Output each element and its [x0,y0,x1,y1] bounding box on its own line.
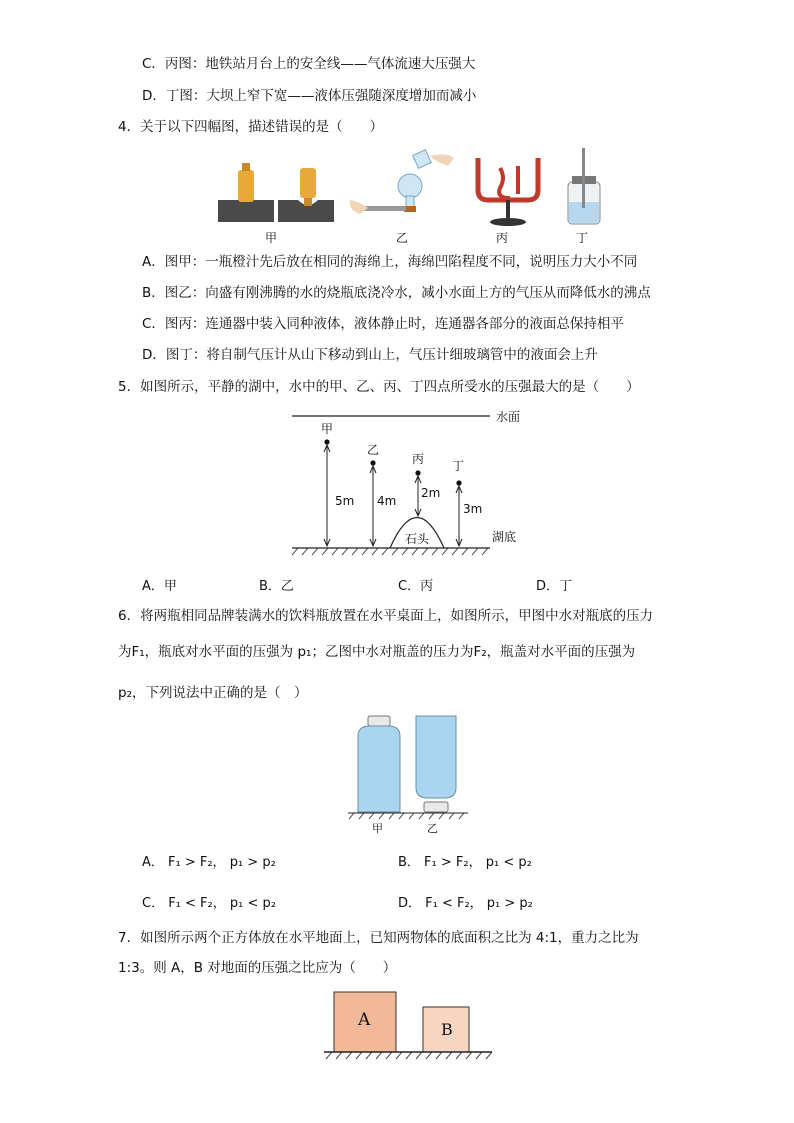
q7-stem-line1: 7．如图所示两个正方体放在水平地面上，已知两物体的底面积之比为 4:1，重力之比为 [118,930,639,946]
q5-option-c: C．丙 [398,579,434,594]
q3-option-c: C．丙图：地铁站月台上的安全线——气体流速大压强大 [142,56,476,72]
q6-figure [346,712,470,822]
q6-option-c: C． F₁ < F₂， p₁ < p₂ [142,896,276,911]
q5-stone-label: 石头 [405,532,430,546]
q5-water-surface-label: 水面 [496,410,521,424]
q5-option-b: B．乙 [259,579,294,594]
q5-depth-bing: 2m [421,486,441,500]
q7-stem-line2: 1:3。则 A，B 对地面的压强之比应为（ ） [118,960,397,976]
q6-option-b: B． F₁ > F₂， p₁ < p₂ [398,855,532,870]
q4-option-a: A．图甲：一瓶橙汁先后放在相同的海绵上，海绵凹陷程度不同，说明压力大小不同 [142,254,638,270]
q4-label-jia: 甲 [265,231,278,245]
q4-option-b: B．图乙：向盛有刚沸腾的水的烧瓶底浇冷水，减小水面上方的气压从而降低水的沸点 [142,285,651,301]
q6-option-d: D． F₁ < F₂， p₁ > p₂ [398,896,533,911]
q4-figure-yi [350,150,454,214]
q4-figure-jia [218,163,334,222]
q7-figure [322,988,494,1060]
q4-figure-bing [478,158,538,226]
q4-label-ding: 丁 [576,231,589,245]
q3-option-d: D．丁图：大坝上窄下宽——液体压强随深度增加而减小 [142,88,477,104]
q4-option-d: D．图丁：将自制气压计从山下移动到山上，气压计细玻璃管中的液面会上升 [142,347,598,363]
q5-point-yi: 乙 [367,443,380,457]
q4-figure-ding [568,148,600,224]
q4-label-bing: 丙 [496,231,509,245]
q6-label-yi: 乙 [427,822,438,835]
q6-stem-line2: 为F₁，瓶底对水平面的压强为 p₁；乙图中水对瓶盖的压力为F₂，瓶盖对水平面的压强为 [118,644,636,660]
q6-stem-line3: p₂，下列说法中正确的是（ ） [118,685,308,701]
q5-point-jia: 甲 [321,422,334,436]
q5-option-d: D．丁 [536,579,573,594]
q7-block-b-label: B [441,1020,453,1039]
q5-point-ding: 丁 [452,459,465,473]
q5-stem: 5．如图所示，平静的湖中，水中的甲、乙、丙、丁四点所受水的压强最大的是（ ） [118,379,640,395]
q4-label-yi: 乙 [396,231,409,245]
q5-depth-yi: 4m [377,494,397,508]
q4-option-c: C．图丙：连通器中装入同种液体，液体静止时，连通器各部分的液面总保持相平 [142,316,624,332]
q6-label-jia: 甲 [372,822,383,835]
q5-depth-ding: 3m [463,502,483,516]
q7-block-a-label: A [358,1010,371,1030]
q5-depth-jia: 5m [335,494,355,508]
q5-point-bing: 丙 [412,452,425,466]
q6-option-a: A． F₁ > F₂， p₁ > p₂ [142,855,276,870]
q6-stem-line1: 6．将两瓶相同品牌装满水的饮料瓶放置在水平桌面上，如图所示，甲图中水对瓶底的压力 [118,608,654,624]
q5-option-a: A．甲 [142,579,177,594]
q5-lake-bottom-label: 湖底 [492,530,517,544]
q4-stem: 4．关于以下四幅图，描述错误的是（ ） [118,119,384,135]
